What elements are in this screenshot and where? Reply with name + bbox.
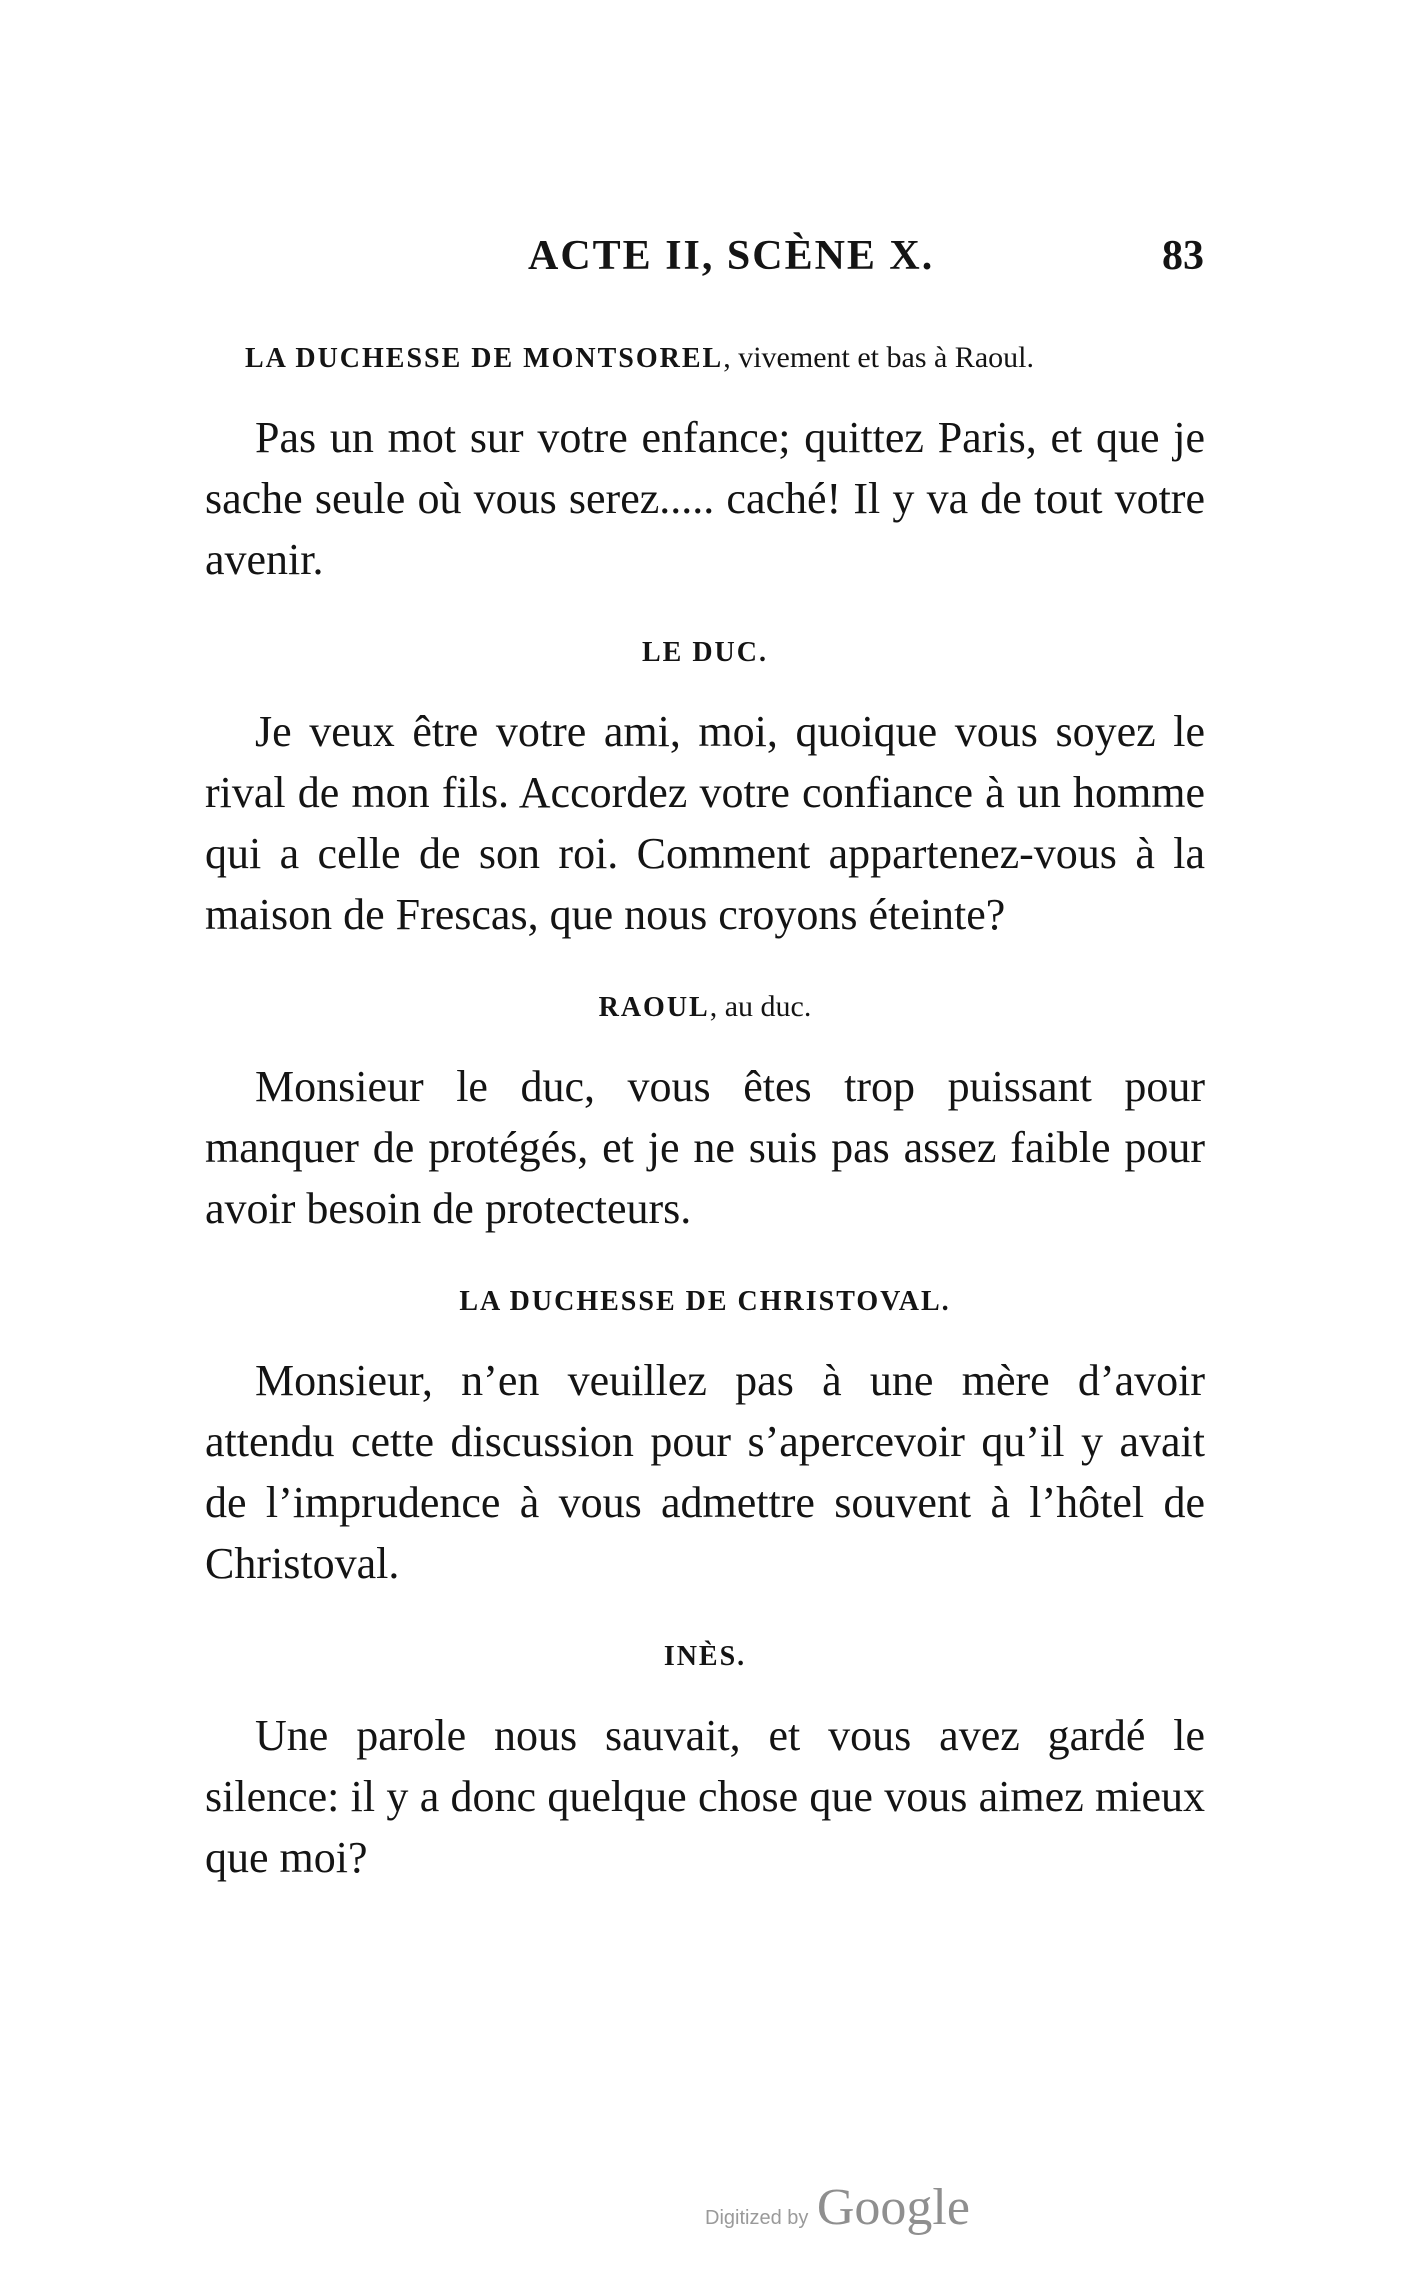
stage-direction: , au duc. — [709, 990, 812, 1023]
speaker-ines: INÈS. — [663, 1641, 747, 1672]
page-header — [0, 232, 1410, 292]
digitized-by-label: Digitized by — [705, 2207, 809, 2229]
speech-paragraph: Monsieur le duc, vous êtes trop puissant pour manquer de protégés, et je ne suis pas assez faible pour avoir besoin de protecteurs. — [205, 1062, 1205, 1233]
speaker-duchesse-montsorel: LA DUCHESSE DE MONTSOREL, vivement et bas à Raoul. — [245, 341, 1034, 374]
speech-paragraph: Pas un mot sur votre enfance; quittez Paris, et que je sache seule où vous serez..... caché! Il y va de tout votre avenir. — [205, 413, 1205, 584]
speech-paragraph: Je veux être votre ami, moi, quoique vous soyez le rival de mon fils. Accordez votre confiance à un homme qui a celle de son roi. Comment appartenez-vous à la maison de Frescas, que nous croyons éteinte? — [205, 707, 1205, 939]
speech-paragraph: Une parole nous sauvait, et vous avez gardé le silence: il y a donc quelque chose que vous aimez mieux que moi? — [205, 1711, 1205, 1882]
page-number: 83 — [1162, 233, 1204, 279]
running-head: ACTE II, SCÈNE X. — [528, 233, 935, 279]
speaker-duchesse-christoval: LA DUCHESSE DE CHRISTOVAL. — [459, 1286, 951, 1317]
dialogue-text — [205, 338, 1205, 1930]
speaker-raoul: RAOUL, au duc. — [598, 990, 812, 1023]
google-logo: Google — [816, 2179, 970, 2236]
speech-paragraph: Monsieur, n’en veuillez pas à une mère d’avoir attendu cette discussion pour s’apercevoir qu’il y avait de l’imprudence à vous admettre souvent à l’hôtel de Christoval. — [205, 1356, 1205, 1588]
speaker-le-duc: LE DUC. — [641, 637, 768, 668]
digitization-watermark — [705, 2178, 970, 2237]
stage-direction: , vivement et bas à Raoul. — [723, 341, 1034, 374]
